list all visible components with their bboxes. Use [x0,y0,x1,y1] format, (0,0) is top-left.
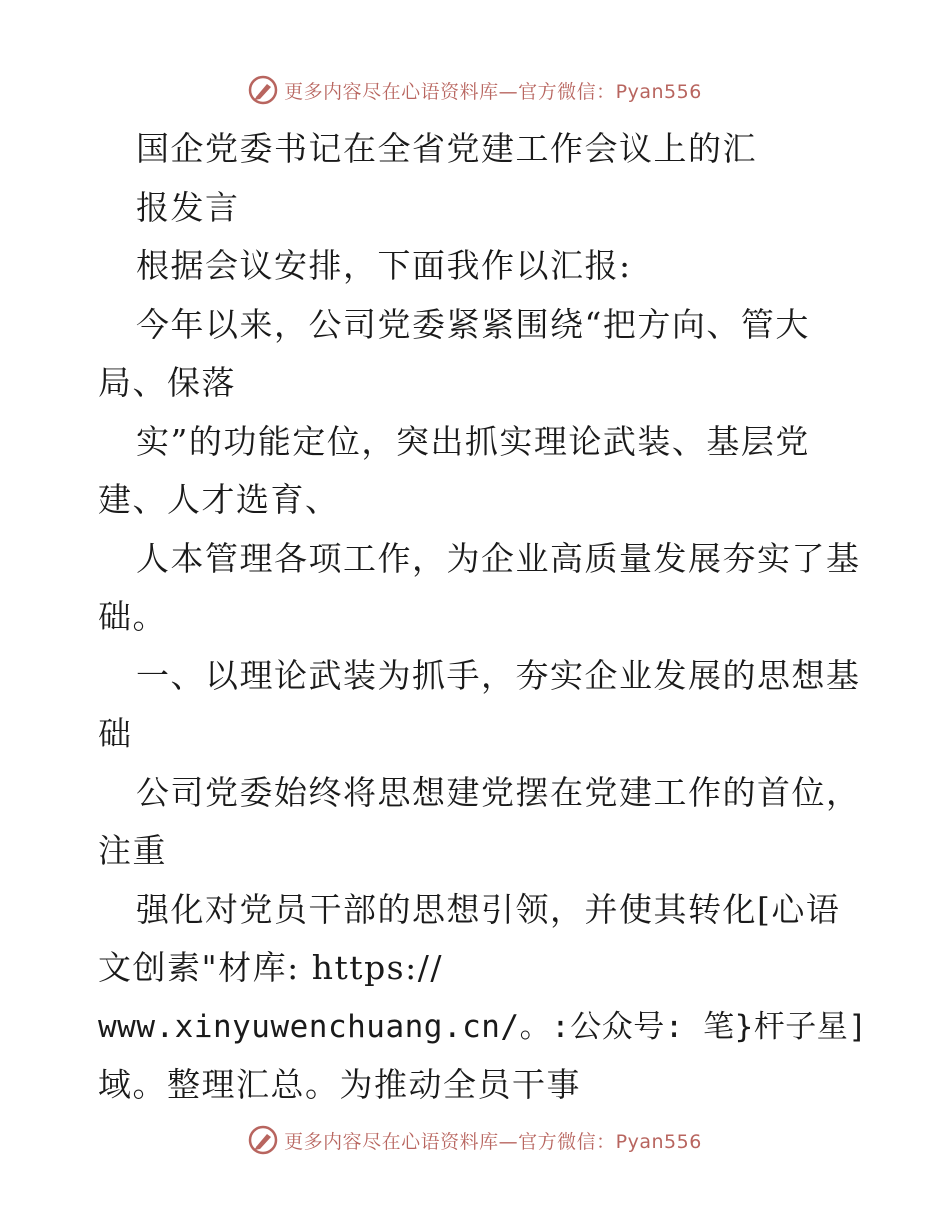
doc-line: 础。 [98,597,167,636]
doc-line-url: www.xinyuwenchuang.cn/。:公众号: 笔}杆子星] [98,1008,868,1045]
doc-line: 报发言 [136,187,240,227]
banner-text: 更多内容尽在心语资料库—官方微信：Pyan556 [284,80,702,103]
doc-line: 注重 [98,831,167,870]
footer-banner [0,1120,950,1160]
doc-line: 国企党委书记在全省党建工作会议上的汇 [136,129,757,168]
doc-line: 一、以理论武装为抓手，夯实企业发展的思想基 [136,655,861,695]
doc-line: 根据会议安排，下面我作以汇报: [136,246,632,285]
banner-text: 更多内容尽在心语资料库—官方微信：Pyan556 [284,1130,702,1153]
doc-line: 文创素"材库: https:// [98,948,443,987]
doc-line: 域。整理汇总。为推动全员干事 [98,1065,581,1104]
doc-line: 实”的功能定位，突出抓实理论武装、基层党 [136,421,810,461]
doc-line: 建、人才选育、 [98,480,340,519]
doc-line: 础 [98,714,133,753]
doc-line: 今年以来，公司党委紧紧围绕“把方向、管大 [136,304,810,344]
doc-line: 公司党委始终将思想建党摆在党建工作的首位， [136,772,861,812]
document-body [98,120,868,1115]
pen-logo-icon [248,1125,278,1155]
pen-logo-icon [248,75,278,105]
doc-line: 局、保落 [98,363,236,402]
header-banner [0,70,950,110]
doc-line: 强化对党员干部的思想引领，并使其转化[心语 [136,889,841,929]
doc-line: 人本管理各项工作，为企业高质量发展夯实了基 [136,538,861,578]
